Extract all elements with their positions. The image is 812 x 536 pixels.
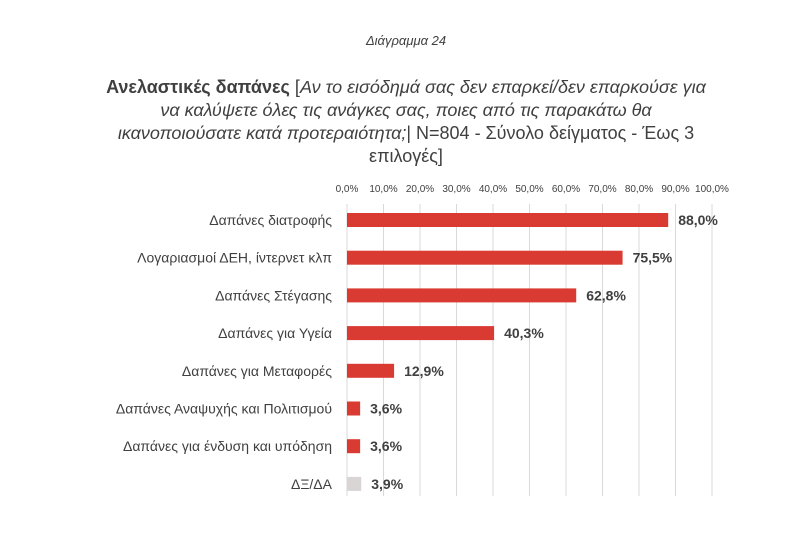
- bar: [347, 326, 494, 340]
- x-tick-label: 30,0%: [442, 184, 471, 195]
- data-label: 12,9%: [404, 362, 444, 379]
- x-tick-label: 80,0%: [624, 184, 654, 195]
- x-tick-label: 0,0%: [335, 184, 359, 195]
- title-bold: Ανελαστικές δαπάνες: [106, 77, 290, 97]
- data-label: 62,8%: [586, 287, 626, 304]
- category-label: Δαπάνες για Υγεία: [218, 325, 332, 342]
- x-tick-label: 90,0%: [661, 184, 690, 195]
- category-label: Λογαριασμοί ΔΕΗ, ίντερνετ κλπ: [137, 249, 332, 266]
- data-label: 3,6%: [370, 438, 403, 455]
- data-label: 3,6%: [370, 400, 403, 417]
- data-label: 88,0%: [678, 212, 718, 228]
- category-label: Δαπάνες Αναψυχής και Πολιτισμού: [115, 400, 332, 417]
- category-label: Δαπάνες για Μεταφορές: [181, 362, 332, 379]
- category-label: ΔΞ/ΔΑ: [290, 475, 332, 492]
- category-label: Δαπάνες Στέγασης: [215, 287, 332, 304]
- bar: [347, 364, 394, 378]
- x-tick-label: 50,0%: [515, 184, 544, 195]
- x-tick-label: 10,0%: [369, 184, 398, 195]
- title-question: Αν το εισόδημά σας δεν επαρκεί/δεν επαρκούσε για να καλύψετε όλες τις ανάγκες σας, ποιες από τις παρακάτω θα ικανοποιούσατε κατά προτεραιότητα;: [117, 77, 706, 143]
- bar: [347, 251, 623, 265]
- data-label: 75,5%: [632, 249, 673, 266]
- bar: [347, 477, 361, 491]
- bar: [347, 439, 360, 453]
- x-tick-label: 40,0%: [478, 184, 508, 195]
- data-label: 40,3%: [504, 325, 544, 342]
- x-tick-label: 70,0%: [588, 184, 617, 195]
- bar: [347, 402, 360, 416]
- category-label: Δαπάνες για ένδυση και υπόδηση: [122, 438, 332, 455]
- x-tick-label: 20,0%: [405, 184, 435, 195]
- bar: [347, 213, 668, 227]
- category-label: Δαπάνες διατροφής: [209, 212, 332, 228]
- x-tick-label: 100,0%: [695, 184, 729, 195]
- title-rest: | N=804 - Σύνολο δείγματος - Έως 3 επιλογές]: [369, 123, 695, 166]
- data-label: 3,9%: [371, 475, 404, 492]
- title-open-bracket: [: [289, 77, 300, 97]
- x-tick-label: 60,0%: [551, 184, 581, 195]
- bar: [347, 288, 576, 302]
- chart-caption: Διάγραμμα 24: [365, 33, 447, 48]
